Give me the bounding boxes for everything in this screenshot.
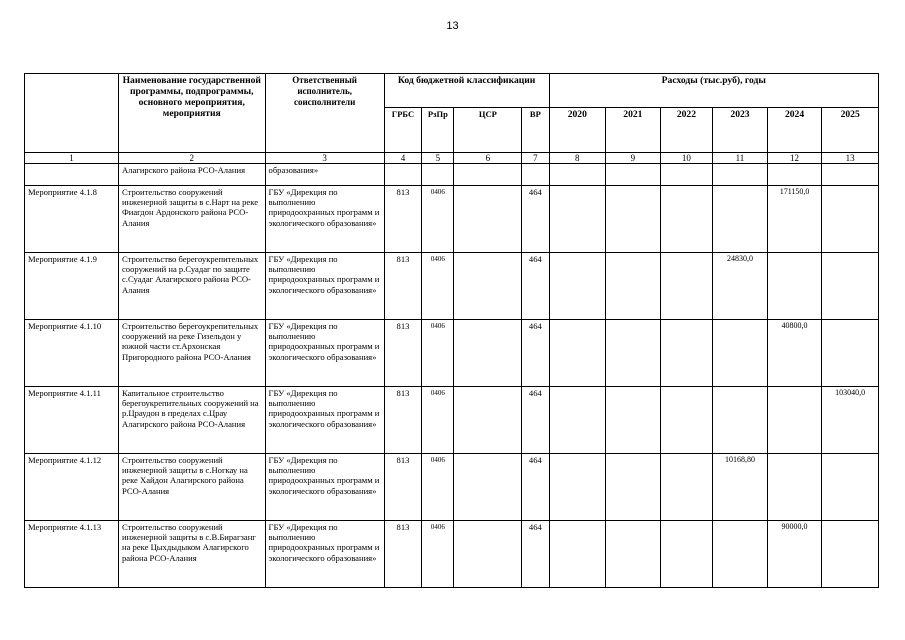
column-number: 10: [660, 153, 713, 164]
row-2024: 171150,0: [767, 186, 822, 253]
row-2023: [713, 387, 768, 454]
row-responsible: ГБУ «Дирекция по выполнению природоохранных программ и экологического образования»: [265, 387, 384, 454]
column-number: 3: [265, 153, 384, 164]
header-year: 2021: [606, 108, 661, 153]
table-row: [25, 454, 879, 521]
row-csr: [454, 387, 522, 454]
row-name: Строительство берегоукрепительных сооружений на р.Суадаг по защите с.Суадаг Алагирского района РСО-Алания: [118, 253, 265, 320]
header-budget-code: Код бюджетной классификации: [384, 74, 549, 108]
row-2024: 40800,0: [767, 320, 822, 387]
row-rzpr: 0406: [422, 454, 454, 521]
table-row: [25, 521, 879, 588]
row-responsible: ГБУ «Дирекция по выполнению природоохранных программ и экологического образования»: [265, 320, 384, 387]
row-grbs: 813: [384, 320, 421, 387]
header-empty: [25, 74, 119, 153]
row-vr: 464: [522, 454, 549, 521]
column-number: 1: [25, 153, 119, 164]
row-2020: [549, 320, 606, 387]
row-rzpr: 0406: [422, 186, 454, 253]
row-2024: [767, 387, 822, 454]
row-id: Мероприятие 4.1.9: [25, 253, 119, 320]
row-name: Строительство сооружений инженерной защиты в с.Ногкау на реке Хайдон Алагирского района РСО-Алания: [118, 454, 265, 521]
column-number: 7: [522, 153, 549, 164]
header-year: 2020: [549, 108, 606, 153]
row-csr: [454, 320, 522, 387]
row-2024: [767, 454, 822, 521]
table-row: [25, 186, 879, 253]
row-vr: 464: [522, 186, 549, 253]
row-2021: [606, 521, 661, 588]
row-responsible: ГБУ «Дирекция по выполнению природоохранных программ и экологического образования»: [265, 253, 384, 320]
row-rzpr: 0406: [422, 521, 454, 588]
row-2022: [660, 320, 713, 387]
expenses-table: [24, 73, 879, 588]
row-2021: [606, 253, 661, 320]
header-responsible: Ответственный исполнитель, соисполнители: [265, 74, 384, 153]
row-2022: [660, 454, 713, 521]
row-id: Мероприятие 4.1.11: [25, 387, 119, 454]
row-2021: [606, 454, 661, 521]
header-vr: ВР: [522, 108, 549, 153]
row-id: [25, 164, 119, 186]
row-name: Строительство берегоукрепительных сооружений на реке Гизельдон у южной части ст.Архонская Пригородного района РСО-Алания: [118, 320, 265, 387]
row-id: Мероприятие 4.1.8: [25, 186, 119, 253]
column-number: 5: [422, 153, 454, 164]
row-id: Мероприятие 4.1.13: [25, 521, 119, 588]
header-rzpr: РзПр: [422, 108, 454, 153]
row-2020: [549, 186, 606, 253]
row-2020: [549, 253, 606, 320]
column-number: 8: [549, 153, 606, 164]
column-number: 4: [384, 153, 421, 164]
row-vr: 464: [522, 387, 549, 454]
row-rzpr: 0406: [422, 387, 454, 454]
row-grbs: 813: [384, 387, 421, 454]
row-2021: [606, 320, 661, 387]
row-id: Мероприятие 4.1.12: [25, 454, 119, 521]
column-number: 6: [454, 153, 522, 164]
row-name: Алагирского района РСО-Алания: [118, 164, 265, 186]
column-number: 13: [822, 153, 879, 164]
table-row: [25, 320, 879, 387]
row-vr: 464: [522, 521, 549, 588]
row-2022: [660, 186, 713, 253]
row-responsible: образования»: [265, 164, 384, 186]
column-number: 2: [118, 153, 265, 164]
header-csr: ЦСР: [454, 108, 522, 153]
row-responsible: ГБУ «Дирекция по выполнению природоохранных программ и экологического образования»: [265, 521, 384, 588]
row-rzpr: 0406: [422, 320, 454, 387]
table-row: [25, 253, 879, 320]
row-csr: [454, 253, 522, 320]
header-expenses: Расходы (тыс.руб), годы: [549, 74, 878, 108]
row-2025: [822, 521, 879, 588]
column-numbers-row: [25, 153, 879, 164]
row-name: Строительство сооружений инженерной защиты в с.В.Бирагзанг на реке Цыхдыдыком Алагирского района РСО-Алания: [118, 521, 265, 588]
row-grbs: 813: [384, 253, 421, 320]
row-2023: 10168,80: [713, 454, 768, 521]
continuation-row: [25, 164, 879, 186]
row-2024: 90000,0: [767, 521, 822, 588]
row-rzpr: 0406: [422, 253, 454, 320]
row-responsible: ГБУ «Дирекция по выполнению природоохранных программ и экологического образования»: [265, 186, 384, 253]
page-number: 13: [446, 20, 459, 32]
row-csr: [454, 521, 522, 588]
row-2020: [549, 387, 606, 454]
row-2021: [606, 186, 661, 253]
row-2023: 24830,0: [713, 253, 768, 320]
row-2023: [713, 186, 768, 253]
row-grbs: 813: [384, 186, 421, 253]
row-2021: [606, 387, 661, 454]
column-number: 11: [713, 153, 768, 164]
row-2025: [822, 186, 879, 253]
column-number: 9: [606, 153, 661, 164]
row-2020: [549, 521, 606, 588]
row-vr: 464: [522, 253, 549, 320]
header-year: 2024: [767, 108, 822, 153]
header-grbs: ГРБС: [384, 108, 421, 153]
row-2022: [660, 387, 713, 454]
row-2025: [822, 454, 879, 521]
row-2025: [822, 320, 879, 387]
row-2023: [713, 320, 768, 387]
header-year: 2025: [822, 108, 879, 153]
row-grbs: 813: [384, 521, 421, 588]
row-vr: 464: [522, 320, 549, 387]
row-name: Строительство сооружений инженерной защиты в с.Нарт на реке Фиагдон Ардонского района РСО-Алания: [118, 186, 265, 253]
row-2024: [767, 253, 822, 320]
row-grbs: 813: [384, 454, 421, 521]
row-2020: [549, 454, 606, 521]
row-id: Мероприятие 4.1.10: [25, 320, 119, 387]
header-year: 2022: [660, 108, 713, 153]
row-2022: [660, 253, 713, 320]
table-row: [25, 387, 879, 454]
column-number: 12: [767, 153, 822, 164]
row-responsible: ГБУ «Дирекция по выполнению природоохранных программ и экологического образования»: [265, 454, 384, 521]
row-csr: [454, 454, 522, 521]
row-2025: [822, 253, 879, 320]
header-year: 2023: [713, 108, 768, 153]
row-2025: 103040,0: [822, 387, 879, 454]
row-2022: [660, 521, 713, 588]
row-name: Капитальное строительство берегоукрепительных сооружений на р.Цраудон в пределах с.Црау Алагирского района РСО-Алания: [118, 387, 265, 454]
header-name: Наименование государственной программы, подпрограммы, основного мероприятия, мероприятия: [118, 74, 265, 153]
row-2023: [713, 521, 768, 588]
row-csr: [454, 186, 522, 253]
